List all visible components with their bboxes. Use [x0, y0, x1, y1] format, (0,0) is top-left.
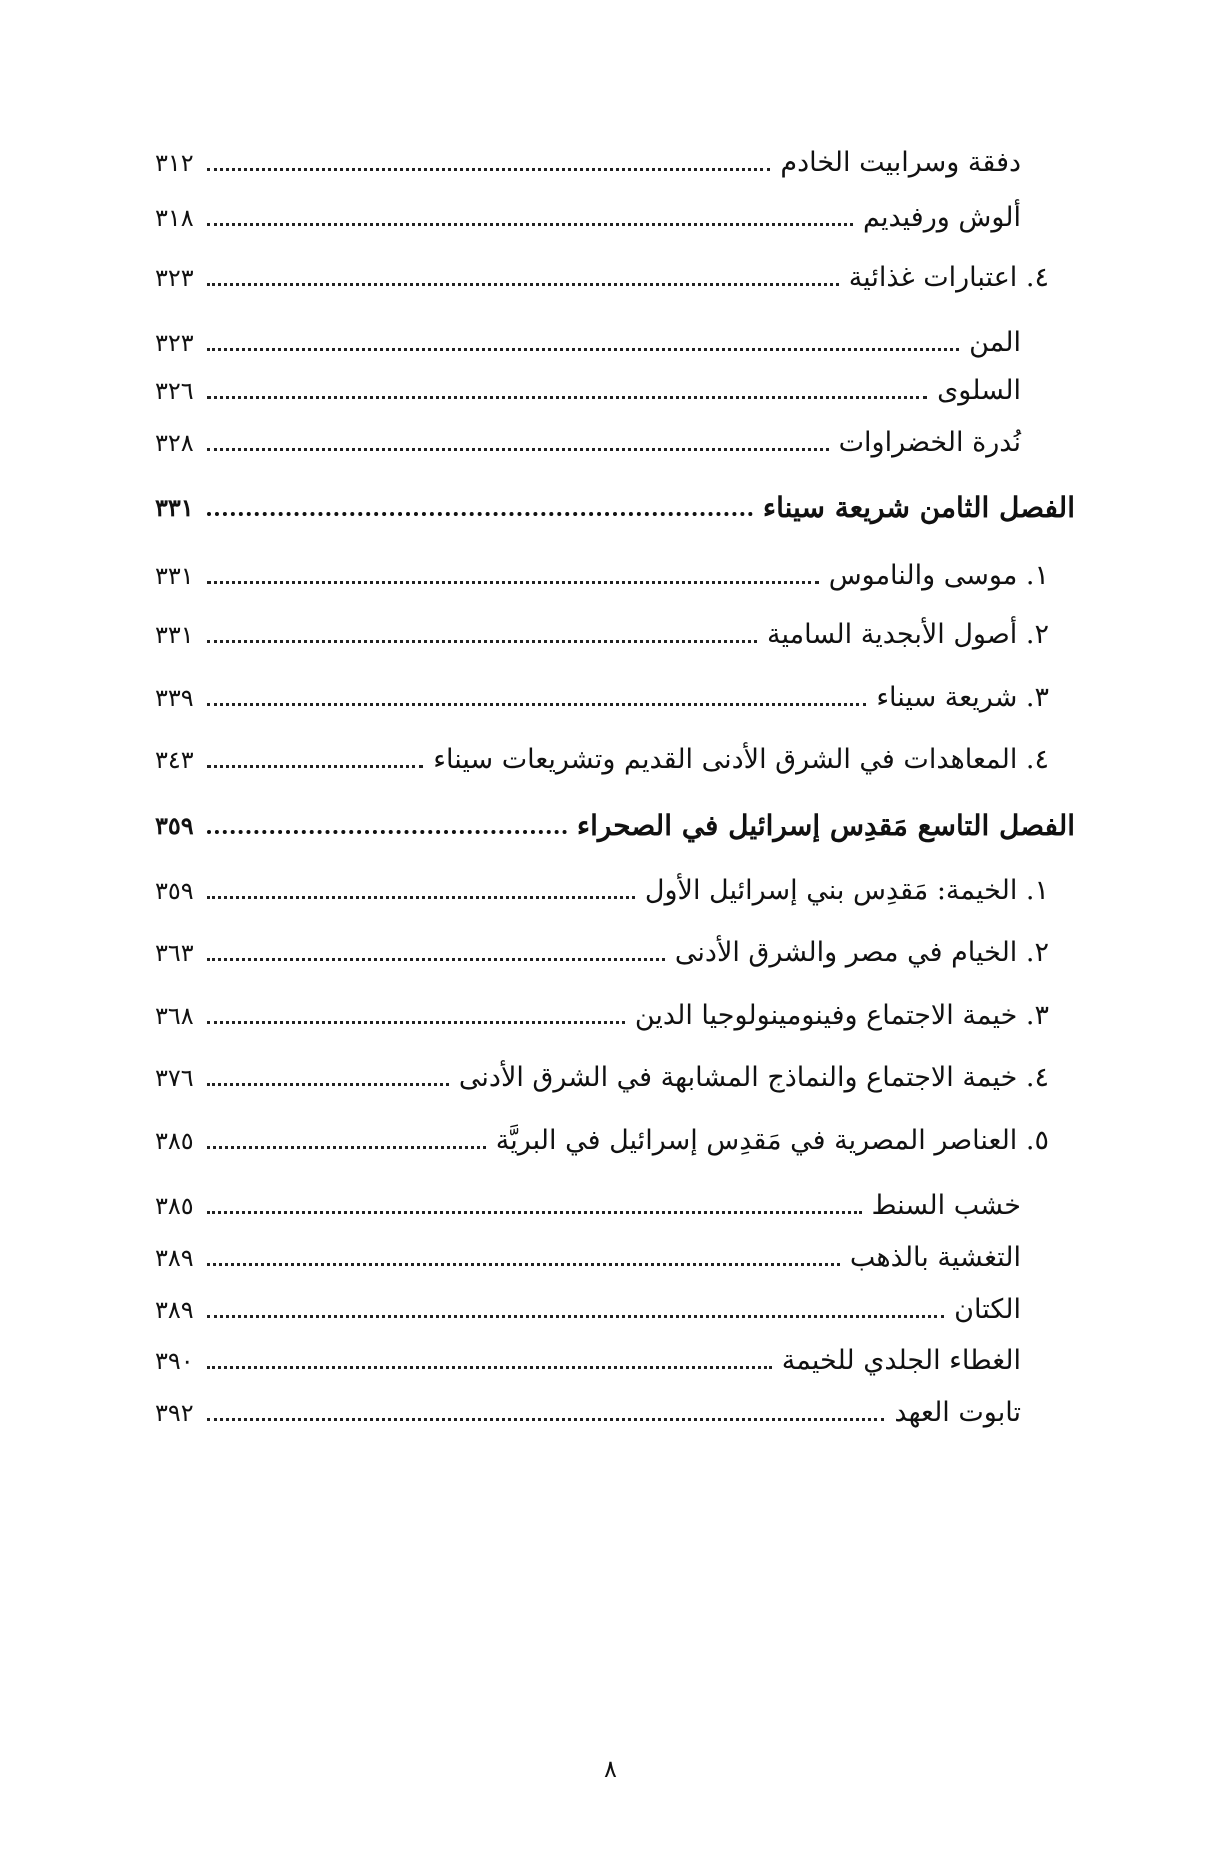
dot-leader [207, 1314, 944, 1318]
dot-leader [207, 1262, 840, 1266]
toc-entry [155, 993, 1075, 1033]
toc-chapter-entry [155, 803, 1075, 843]
toc-entry-page: ٣٦٨ [155, 1002, 194, 1030]
toc-entry [155, 868, 1075, 908]
toc-entry [155, 737, 1075, 777]
toc-entry [155, 1118, 1075, 1158]
toc-entry-title: ٢. أصول الأبجدية السامية [767, 619, 1049, 650]
toc-entry-title: ٤. المعاهدات في الشرق الأدنى القديم وتشريعات سيناء [433, 744, 1049, 775]
dot-leader [207, 639, 757, 643]
toc-entry-page: ٣٦٣ [155, 939, 194, 967]
toc-entry [155, 140, 1075, 180]
dot-leader [207, 347, 959, 351]
toc-entry-page: ٣٨٥ [155, 1127, 194, 1155]
dot-leader [207, 895, 635, 899]
toc-entry-page: ٣٢٣ [155, 264, 194, 292]
toc-entry-page: ٣٨٩ [155, 1244, 194, 1272]
toc-entry [155, 368, 1075, 408]
dot-leader [207, 1082, 449, 1086]
page-number: ٨ [604, 1755, 617, 1783]
toc-entry-page: ٣٣٩ [155, 684, 194, 712]
toc-entry-title: نُدرة الخضراوات [838, 427, 1021, 458]
toc-entry-title: التغشية بالذهب [849, 1242, 1021, 1273]
toc-entry [155, 1235, 1075, 1275]
dot-leader [207, 511, 753, 516]
dot-leader [207, 222, 853, 226]
toc-entry [155, 320, 1075, 360]
toc-entry-page: ٣٨٩ [155, 1296, 194, 1324]
toc-entry-page: ٣١٨ [155, 204, 194, 232]
dot-leader [207, 702, 866, 706]
dot-leader [207, 1020, 625, 1024]
toc-entry [155, 1338, 1075, 1378]
dot-leader [207, 282, 839, 286]
toc-entry-page: ٣٥٩ [155, 811, 194, 840]
toc-entry-page: ٣٩٠ [155, 1347, 194, 1375]
toc-chapter-entry [155, 485, 1075, 525]
dot-leader [207, 829, 567, 834]
toc-entry-page: ٣٧٦ [155, 1064, 194, 1092]
toc-entry-page: ٣٩٢ [155, 1399, 194, 1427]
toc-entry-page: ٣١٢ [155, 149, 194, 177]
toc-chapter-title: الفصل الثامن شريعة سيناء [762, 491, 1075, 524]
toc-chapter-title: الفصل التاسع مَقدِس إسرائيل في الصحراء [576, 809, 1075, 842]
toc-entry [155, 420, 1075, 460]
dot-leader [207, 395, 927, 399]
toc-entry-title: ٣. شريعة سيناء [876, 682, 1049, 713]
toc-entry-title: المن [969, 327, 1021, 358]
toc-entry-title: دفقة وسرابيت الخادم [780, 147, 1021, 178]
toc-entry-title: ألوش ورفيديم [862, 202, 1021, 233]
toc-entry-page: ٣٢٦ [155, 377, 194, 405]
dot-leader [207, 167, 770, 171]
toc-entry [155, 612, 1075, 652]
toc-entry [155, 930, 1075, 970]
toc-entry-title: تابوت العهد [894, 1397, 1021, 1428]
toc-entry-title: ٤. خيمة الاجتماع والنماذج المشابهة في الشرق الأدنى [458, 1062, 1049, 1093]
dot-leader [207, 1417, 884, 1421]
toc-entry-page: ٣٣١ [155, 493, 194, 522]
toc-entry [155, 1055, 1075, 1095]
toc-entry-title: ١. الخيمة: مَقدِس بني إسرائيل الأول [644, 875, 1049, 906]
toc-entry-page: ٣٣١ [155, 562, 194, 590]
dot-leader [207, 764, 423, 768]
toc-entry-title: الغطاء الجلدي للخيمة [781, 1345, 1021, 1376]
toc-entry [155, 195, 1075, 235]
toc-entry-title: ٢. الخيام في مصر والشرق الأدنى [674, 937, 1049, 968]
toc-entry-title: السلوى [937, 375, 1021, 406]
toc-entry [155, 255, 1075, 295]
toc-entry-title: ٤. اعتبارات غذائية [848, 262, 1049, 293]
toc-entry [155, 675, 1075, 715]
toc-entry [155, 1183, 1075, 1223]
toc-entry-page: ٣٨٥ [155, 1192, 194, 1220]
dot-leader [207, 580, 819, 584]
toc-entry-title: الكتان [954, 1294, 1021, 1325]
toc-entry-title: ٥. العناصر المصرية في مَقدِس إسرائيل في البريَّة [495, 1125, 1049, 1156]
toc-entry [155, 1287, 1075, 1327]
dot-leader [207, 1365, 772, 1369]
toc-entry-page: ٣٢٣ [155, 329, 194, 357]
dot-leader [207, 957, 665, 961]
toc-entry-page: ٣٥٩ [155, 877, 194, 905]
toc-entry-page: ٣٤٣ [155, 746, 194, 774]
toc-entry-page: ٣٢٨ [155, 429, 194, 457]
toc-entry-title: خشب السنط [871, 1190, 1021, 1221]
table-of-contents [155, 0, 1075, 1851]
toc-entry [155, 553, 1075, 593]
toc-entry-title: ١. موسى والناموس [828, 560, 1049, 591]
toc-entry-title: ٣. خيمة الاجتماع وفينومينولوجيا الدين [634, 1000, 1049, 1031]
dot-leader [207, 1145, 486, 1149]
dot-leader [207, 447, 829, 451]
dot-leader [207, 1210, 862, 1214]
toc-entry-page: ٣٣١ [155, 621, 194, 649]
toc-entry [155, 1390, 1075, 1430]
